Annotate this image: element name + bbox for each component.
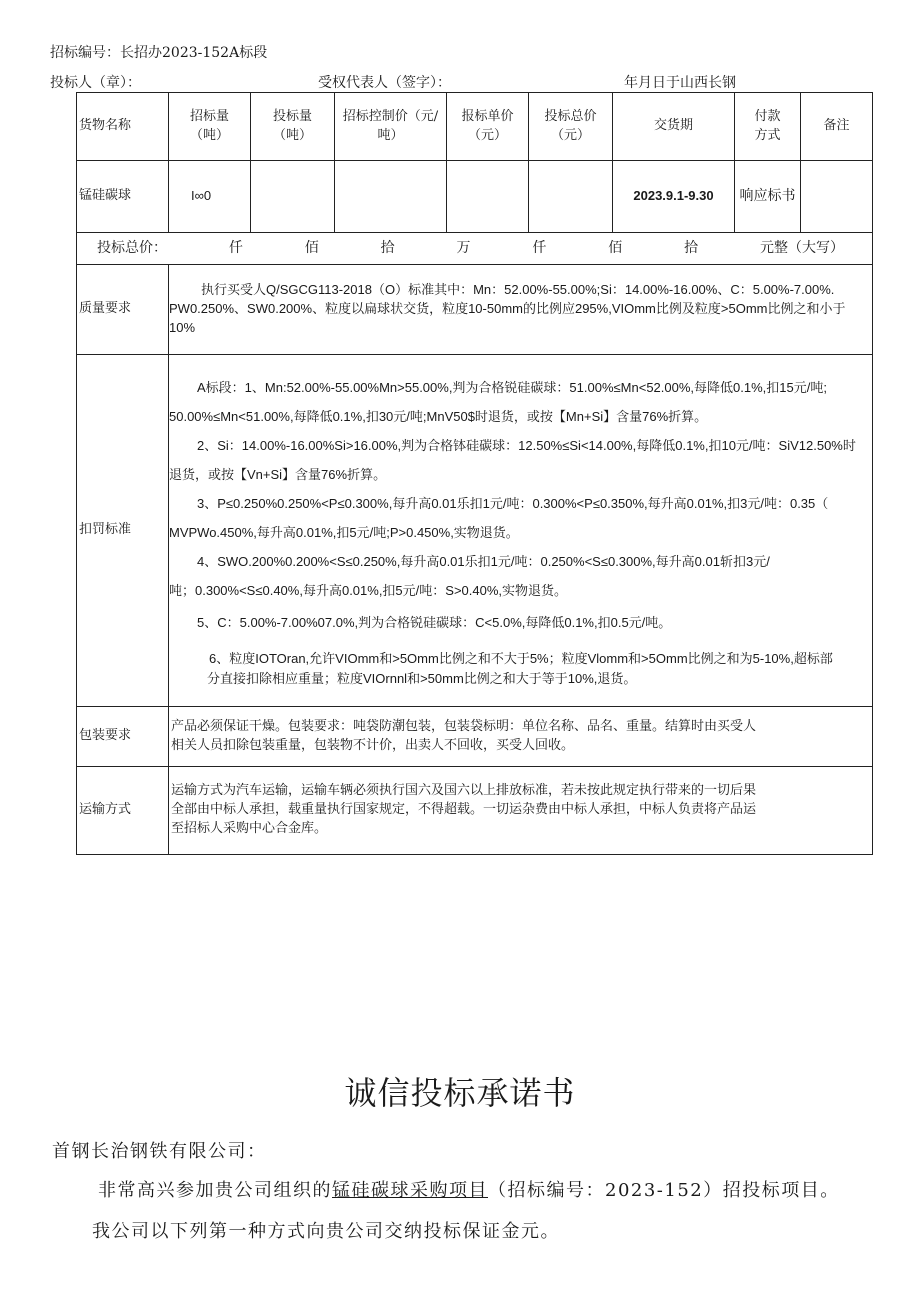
packaging-row bbox=[77, 707, 873, 767]
col-ctrl-price-line2: 吨） bbox=[377, 127, 404, 143]
unit-bai-2: 佰 bbox=[608, 240, 623, 257]
cell-offer-qty[interactable] bbox=[251, 161, 335, 233]
transport-line-3: 至招标人采购中心合金库。 bbox=[171, 820, 328, 836]
col-unit-price-line1: 报标单价 bbox=[461, 108, 514, 124]
transport-content bbox=[169, 767, 873, 855]
col-total-price-line2: （元） bbox=[550, 127, 590, 143]
cell-goods: 锰硅碳球 bbox=[77, 161, 169, 233]
penalty-1a: A标段：1、Mn:52.00%-55.00%Mn>55.00%,判为合格锐硅碳球：51.00%≤Mn<52.00%,每降低0.1%,扣15元/吨; bbox=[197, 379, 827, 395]
packaging-line-2: 相关人员扣除包装重量，包装物不计价，出卖人不回收，买受人回收。 bbox=[171, 737, 575, 753]
col-unit-price-line2: （元） bbox=[467, 127, 507, 143]
transport-label: 运输方式 bbox=[77, 767, 169, 855]
penalty-2b: 退货，或按【Vn+Si】含量76%折算。 bbox=[169, 466, 387, 482]
col-total-price-line1: 投标总价 bbox=[544, 108, 597, 124]
quality-line-3: 10% bbox=[169, 319, 196, 335]
cell-ctrl-price[interactable] bbox=[335, 161, 447, 233]
representative-label: 受权代表人（签字）： bbox=[318, 75, 451, 91]
total-price-line bbox=[77, 238, 872, 258]
col-bid-qty bbox=[169, 93, 251, 161]
penalty-label: 扣罚标准 bbox=[77, 355, 169, 707]
col-offer-qty-line1: 投标量 bbox=[272, 108, 312, 124]
penalty-4a: 4、SWO.200%0.200%<S≤0.250%,每升高0.01乐扣1元/吨：0.250%<S≤0.300%,每升高0.01斩扣3元/ bbox=[197, 553, 770, 569]
packaging-content bbox=[169, 707, 873, 767]
penalty-3a: 3、P≤0.250%0.250%<P≤0.300%,每升高0.01乐扣1元/吨：0.300%<P≤0.350%,每升高0.01%,扣3元/吨：0.35（ bbox=[197, 495, 829, 511]
cell-remark[interactable] bbox=[801, 161, 873, 233]
col-bid-qty-line1: 招标量 bbox=[189, 108, 229, 124]
penalty-5: 5、C：5.00%-7.00%07.0%,判为合格锐硅碳球：C<5.0%,每降低0.1%,扣0.5元/吨。 bbox=[197, 614, 672, 630]
penalty-6a: 6、粒度IOTOran,允许VIOmm和>5Omm比例之和不大于5%；粒度Vlomm和>5Omm比例之和为5-10%,超标部 bbox=[209, 650, 833, 666]
penalty-3b: MVPWo.450%,每升高0.01%,扣5元/吨;P>0.450%,实物退货。 bbox=[169, 524, 519, 540]
cell-delivery: 2023.9.1-9.30 bbox=[613, 161, 735, 233]
penalty-content bbox=[169, 355, 873, 707]
letter-line-2: 我公司以下列第一种方式向贵公司交纳投标保证金元。 bbox=[92, 1221, 560, 1242]
table-row bbox=[77, 161, 873, 233]
col-ctrl-price-line1: 招标控制价（元/ bbox=[342, 108, 439, 124]
packaging-label: 包装要求 bbox=[77, 707, 169, 767]
date-place: 年月日于山西长钢 bbox=[624, 75, 736, 91]
col-payment-line1: 付款 bbox=[754, 108, 781, 124]
penalty-4b: 吨；0.300%<S≤0.40%,每升高0.01%,扣5元/吨：S>0.40%,实物退货。 bbox=[169, 582, 568, 598]
penalty-row bbox=[77, 355, 873, 707]
col-offer-qty bbox=[251, 93, 335, 161]
transport-line-2: 全部由中标人承担，载重量执行国家规定，不得超载。一切运杂费由中标人承担，中标人负责将产品运 bbox=[171, 802, 757, 818]
col-remark: 备注 bbox=[801, 93, 873, 161]
quality-line-1: 执行买受人Q/SGCG113-2018（O）标准其中：Mn：52.00%-55.00%;Si：14.00%-16.00%、C：5.00%-7.00%. bbox=[201, 282, 835, 298]
col-delivery: 交货期 bbox=[613, 93, 735, 161]
unit-shi-2: 拾 bbox=[684, 240, 699, 257]
col-bid-qty-line2: （吨） bbox=[189, 127, 229, 143]
penalty-1b: 50.00%≤Mn<51.00%,每降低0.1%,扣30元/吨;MnV50$时退货，或按【Mn+Si】含量76%折算。 bbox=[169, 408, 708, 424]
transport-row bbox=[77, 767, 873, 855]
unit-qian-1: 仟 bbox=[228, 240, 243, 257]
col-goods: 货物名称 bbox=[77, 93, 169, 161]
letter-line-1-post: （招标编号：2023-152）招投标项目。 bbox=[488, 1180, 840, 1201]
quality-row bbox=[77, 265, 873, 355]
col-ctrl-price bbox=[335, 93, 447, 161]
bid-table bbox=[76, 92, 873, 855]
unit-wan: 万 bbox=[456, 240, 471, 257]
col-total-price bbox=[529, 93, 613, 161]
cell-bid-qty: I∞0 bbox=[169, 161, 251, 233]
col-offer-qty-line2: （吨） bbox=[272, 127, 312, 143]
total-price-row bbox=[77, 233, 873, 265]
total-price-label: 投标总价： bbox=[97, 240, 167, 257]
quality-label: 质量要求 bbox=[77, 265, 169, 355]
col-unit-price bbox=[447, 93, 529, 161]
letter-title: 诚信投标承诺书 bbox=[344, 1074, 576, 1112]
packaging-line-1: 产品必须保证干燥。包装要求：吨袋防潮包装，包装袋标明：单位名称、品名、重量。结算时由买受人 bbox=[171, 718, 757, 734]
bidder-label: 投标人（章）： bbox=[50, 75, 141, 91]
letter-line-1 bbox=[98, 1176, 840, 1202]
letter-line-1-pre: 非常高兴参加贵公司组织的 bbox=[98, 1180, 332, 1201]
quality-line-2: PW0.250%、SW0.200%、粒度以扁球状交货，粒度10-50mm的比例应295%,VIOmm比例及粒度>5Omm比例之和小于 bbox=[169, 301, 846, 317]
cell-payment: 响应标书 bbox=[735, 161, 801, 233]
col-payment-line2: 方式 bbox=[754, 127, 781, 143]
letter-project-name: 锰硅碳球采购项目 bbox=[332, 1180, 488, 1201]
table-header-row bbox=[77, 93, 873, 161]
letter-salutation: 首钢长治钢铁有限公司： bbox=[52, 1141, 267, 1162]
unit-shi-1: 拾 bbox=[380, 240, 395, 257]
transport-line-1: 运输方式为汽车运输，运输车辆必须执行国六及国六以上排放标准，若未按此规定执行带来的一切后果 bbox=[171, 783, 757, 799]
penalty-2a: 2、Si：14.00%-16.00%Si>16.00%,判为合格钵硅碳球：12.50%≤Si<14.00%,每降低0.1%,扣10元/吨：SiV12.50%时 bbox=[197, 437, 856, 453]
col-payment bbox=[735, 93, 801, 161]
quality-content bbox=[169, 265, 873, 355]
bid-number: 招标编号：长招办2023-152A标段 bbox=[50, 45, 268, 61]
unit-qian-2: 仟 bbox=[532, 240, 547, 257]
unit-bai-1: 佰 bbox=[304, 240, 319, 257]
unit-yuan-zheng: 元整（大写） bbox=[760, 240, 844, 257]
cell-unit-price[interactable] bbox=[447, 161, 529, 233]
cell-total-price[interactable] bbox=[529, 161, 613, 233]
total-price-cell bbox=[77, 233, 873, 265]
penalty-6b: 分直接扣除相应重量；粒度VIOrnnl和>50mm比例之和大于等于10%,退货。 bbox=[207, 670, 637, 686]
